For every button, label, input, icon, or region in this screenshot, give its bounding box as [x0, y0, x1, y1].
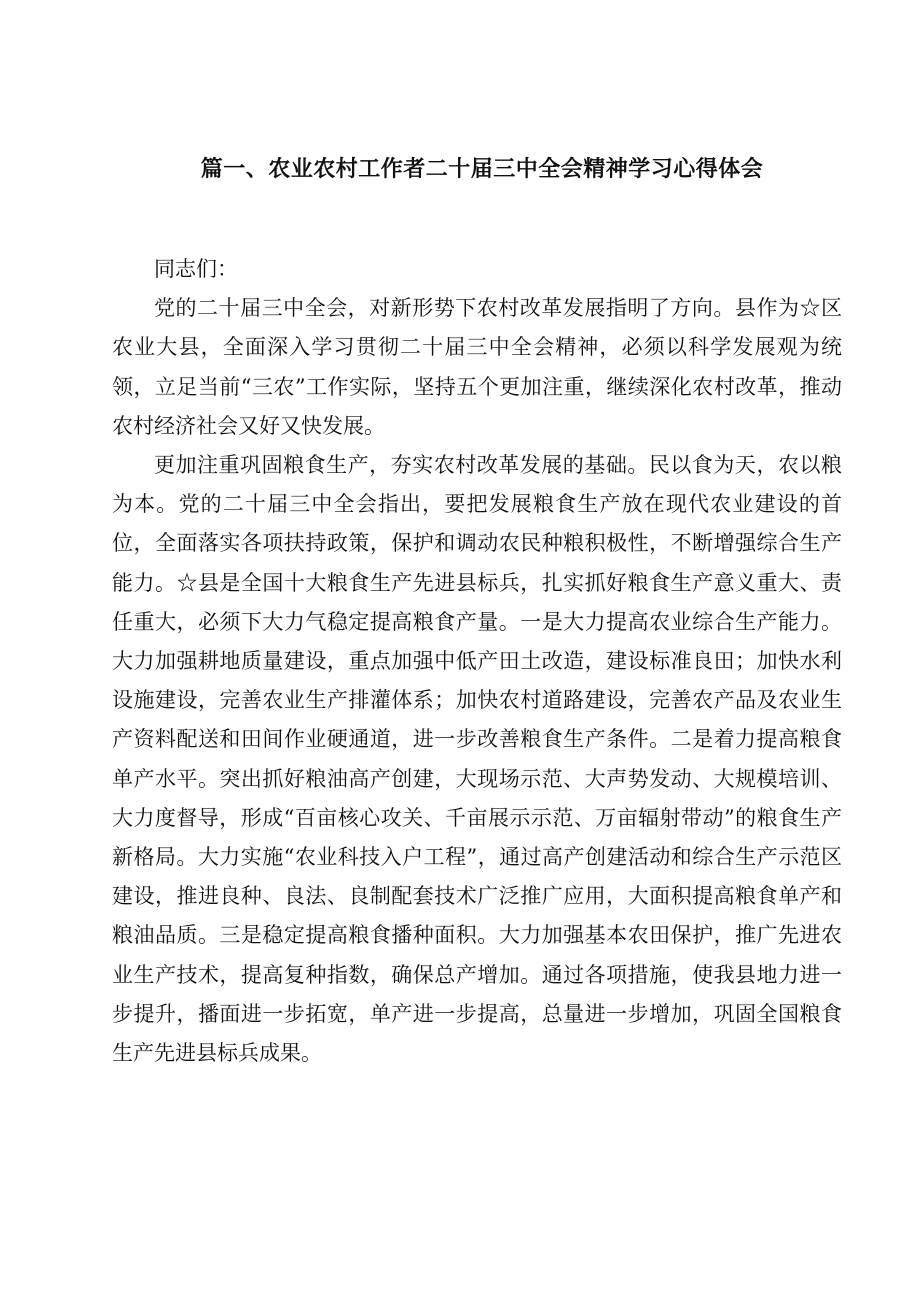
- document-body: [112, 250, 842, 1073]
- salutation: 同志们：: [154, 257, 238, 281]
- paragraph-2: 更加注重巩固粮食生产，夯实农村改革发展的基础。民以食为天，农以粮为本。党的二十届三中全会指出，要把发展粮食生产放在现代农业建设的首位，全面落实各项扶持政策，保护和调动农民种粮积极性，不断增强综合生产能力。☆县是全国十大粮食生产先进县标兵，扎实抓好粮食生产意义重大、责任重大，必须下大力气稳定提高粮食产量。一是大力提高农业综合生产能力。大力加强耕地质量建设，重点加强中低产田土改造，建设标准良田；加快水利设施建设，完善农业生产排灌体系；加快农村道路建设，完善农产品及农业生产资料配送和田间作业硬通道，进一步改善粮食生产条件。二是着力提高粮食单产水平。突出抓好粮油高产创建，大现场示范、大声势发动、大规模培训、大力度督导，形成“百亩核心攻关、千亩展示示范、万亩辐射带动”的粮食生产新格局。大力实施“农业科技入户工程”，通过高产创建活动和综合生产示范区建设，推进良种、良法、良制配套技术广泛推广应用，大面积提高粮食单产和粮油品质。三是稳定提高粮食播种面积。大力加强基本农田保护，推广先进农业生产技术，提高复种指数，确保总产增加。通过各项措施，使我县地力进一步提升，播面进一步拓宽，单产进一步提高，总量进一步增加，巩固全国粮食生产先进县标兵成果。: [112, 453, 842, 1066]
- paragraph-1: 党的二十届三中全会，对新形势下农村改革发展指明了方向。县作为☆区农业大县，全面深入学习贯彻二十届三中全会精神，必须以科学发展观为统领，立足当前“三农”工作实际，坚持五个更加注重，继续深化农村改革，推动农村经济社会又好又快发展。: [112, 296, 842, 438]
- document-title: 篇一、农业农村工作者二十届三中全会精神学习心得体会: [200, 157, 764, 182]
